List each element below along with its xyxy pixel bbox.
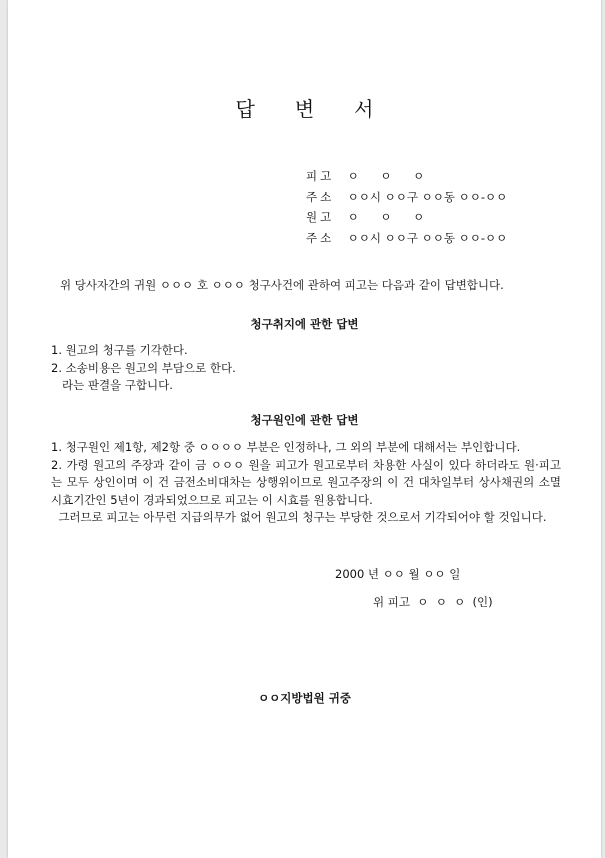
- paragraph: 2. 가령 원고의 주장과 같이 금 ㅇㅇㅇ 원을 피고가 원고로부터 차용한 사실이 있다 하더라도 원·피고는 모두 상인이며 이 건 금전소비대차는 상행위이므로 원고주장의 이 건 대차일부터 상사채권의 소멸시효기간인 5년이 경과되었으므로 피고는 이 시효를 원용합니다.: [51, 457, 561, 507]
- party-value: ㅇㅇ시 ㅇㅇ구 ㅇㅇ동 ㅇㅇ-ㅇㅇ: [347, 189, 508, 204]
- party-label: 피고: [306, 169, 335, 183]
- claim-purpose-answer: [51, 342, 561, 395]
- section-heading-claim-cause: 청구원인에 관한 답변: [250, 413, 359, 427]
- paragraph: 1. 청구원인 제1항, 제2항 중 ㅇㅇㅇㅇ 부분은 인정하나, 그 외의 부분에 대해서는 부인합니다.: [51, 440, 521, 454]
- party-value: ㅇㅇ시 ㅇㅇ구 ㅇㅇ동 ㅇㅇ-ㅇㅇ: [347, 230, 508, 245]
- intro-paragraph: 위 당사자간의 귀원 ㅇㅇㅇ 호 ㅇㅇㅇ 청구사건에 관하여 피고는 다음과 같이 답변합니다.: [60, 278, 504, 292]
- list-item: 1. 원고의 청구를 기각한다.: [51, 343, 188, 357]
- signer-line: 위 피고 ㅇ ㅇ ㅇ (인): [373, 595, 493, 609]
- party-label: 원고: [306, 210, 335, 224]
- document-page: [8, 0, 601, 858]
- party-value: ㅇ ㅇ ㅇ: [347, 210, 434, 224]
- party-label: 주소: [306, 189, 335, 204]
- party-block: [306, 166, 507, 248]
- court-addressee: ㅇㅇ지방법원 귀중: [258, 691, 351, 705]
- list-item: 2. 소송비용은 원고의 부담으로 한다.: [51, 360, 236, 375]
- party-label: 주소: [306, 230, 335, 245]
- section-heading-claim-purpose: 청구취지에 관한 답변: [250, 317, 359, 331]
- document-date: 2000 년 ㅇㅇ 월 ㅇㅇ 일: [335, 567, 461, 581]
- paragraph: 그러므로 피고는 아무런 지급의무가 없어 원고의 청구는 부당한 것으로서 기각되어야 할 것입니다.: [51, 510, 547, 524]
- party-row-defendant-address: [306, 187, 507, 208]
- list-item: 라는 판결을 구합니다.: [51, 378, 173, 392]
- document-title: 답변서: [235, 97, 414, 121]
- party-value: ㅇ ㅇ ㅇ: [347, 169, 434, 183]
- party-row-defendant: [306, 166, 507, 187]
- party-row-plaintiff: [306, 207, 507, 228]
- claim-cause-answer: [51, 439, 561, 527]
- party-row-plaintiff-address: [306, 228, 507, 249]
